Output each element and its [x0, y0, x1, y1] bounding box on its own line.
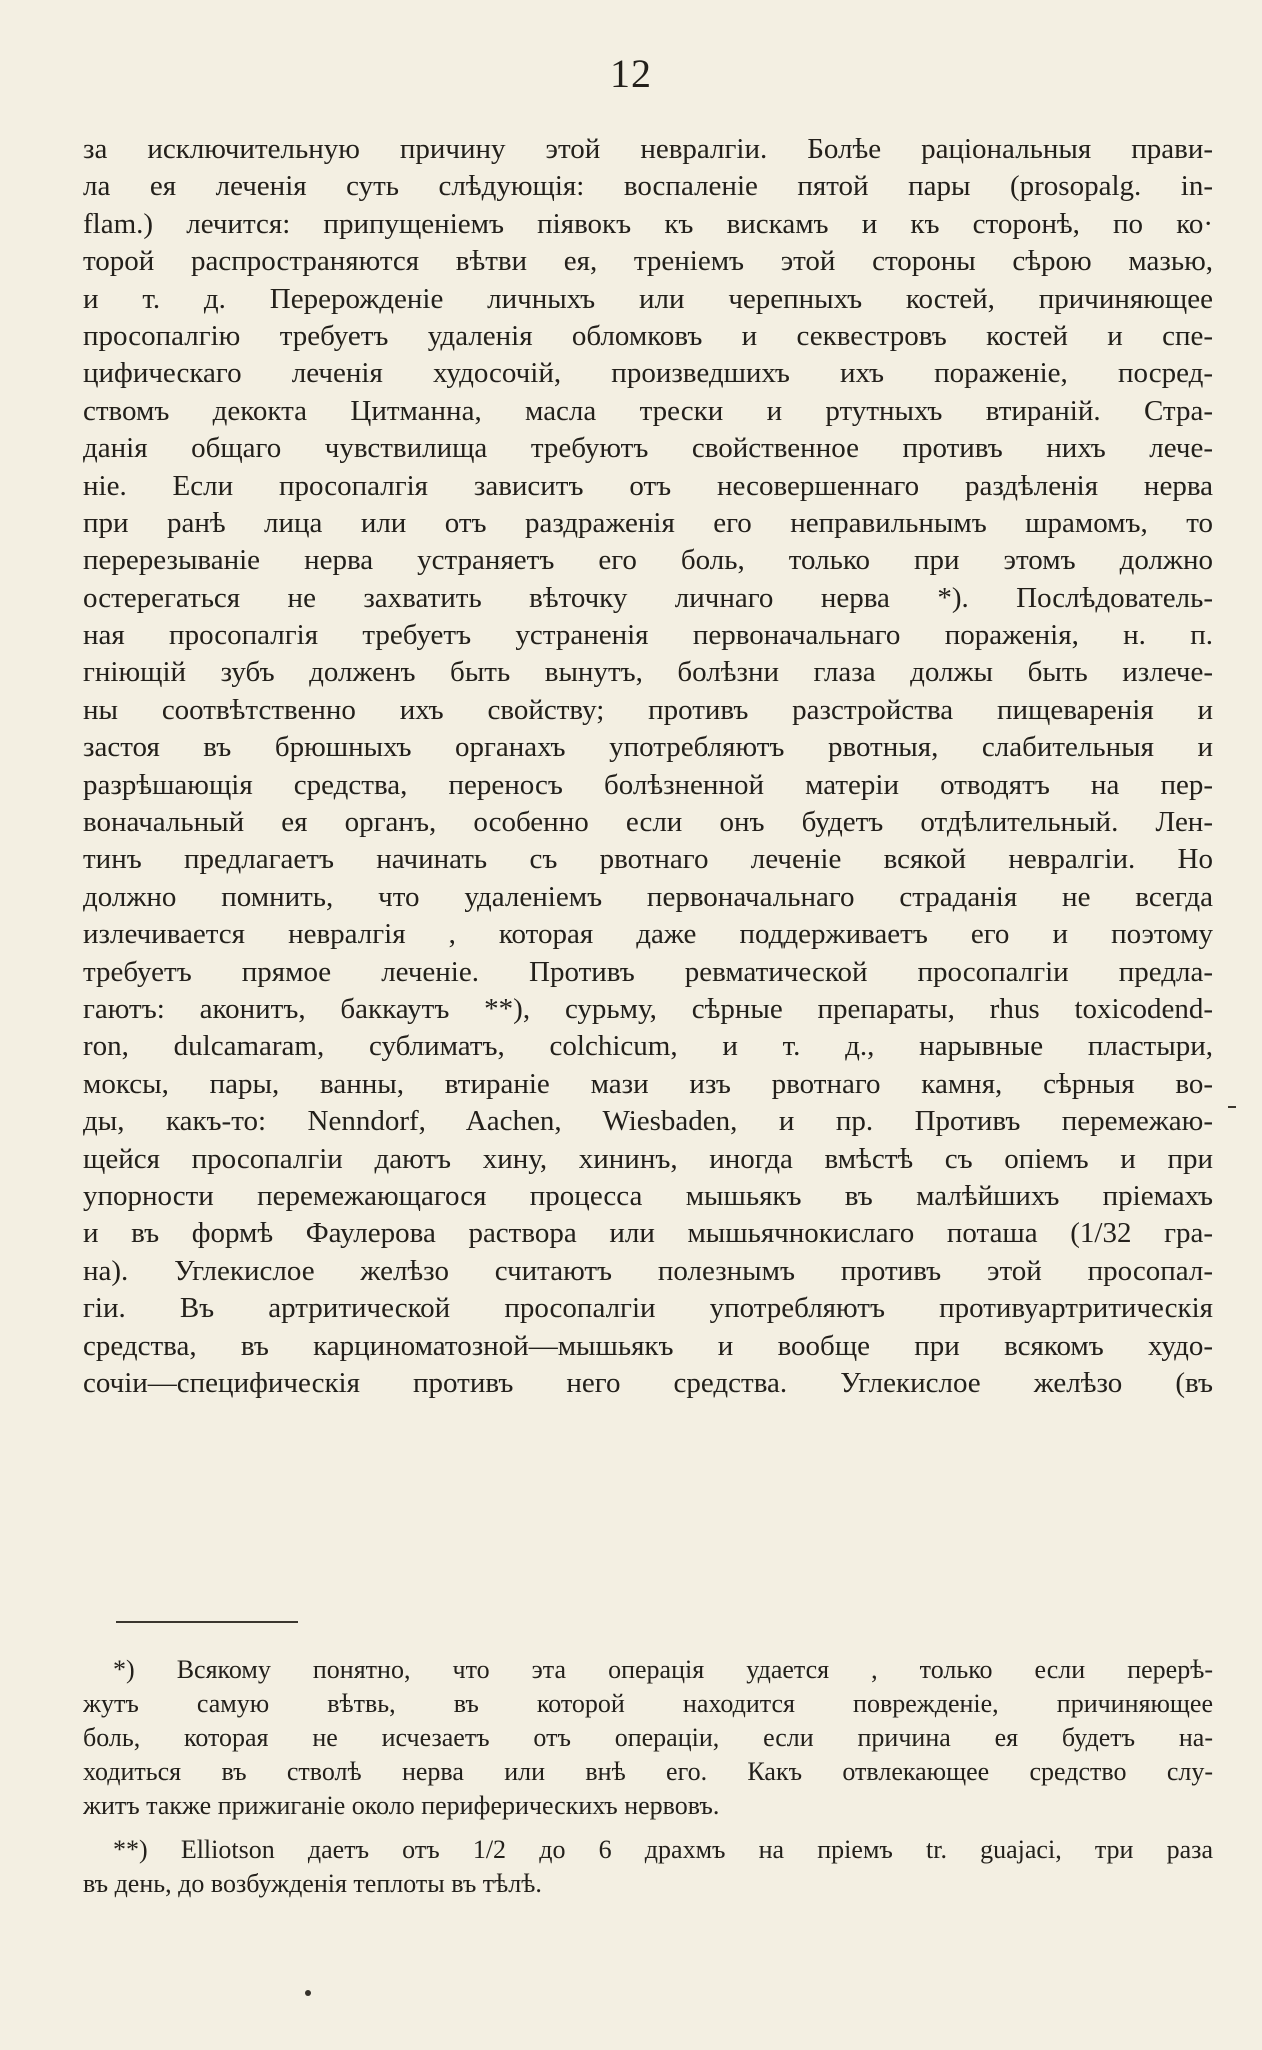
- text-line: при ранѣ лица или отъ раздраженія его неправильнымъ шрамомъ, то: [83, 506, 1213, 539]
- text-line: за исключительную причину этой невралгіи. Болѣе раціональныя прави-: [83, 133, 1213, 165]
- text-line: цифическаго леченія худосочій, произведшихъ ихъ пораженіе, посред-: [83, 357, 1213, 390]
- ink-speck: [305, 1990, 311, 1996]
- text-line: щейся просопалгіи даютъ хину, хининъ, иногда вмѣстѣ съ опіемъ и при: [83, 1142, 1213, 1175]
- footnote-line: жутъ самую вѣтвь, въ которой находится поврежденіе, причиняющее: [83, 1689, 1213, 1718]
- text-line: и въ формѣ Фаулерова раствора или мышьячнокислаго поташа (1/32 гра-: [83, 1217, 1213, 1250]
- text-line: ствомъ декокта Цитманна, масла трески и ртутныхъ втираній. Стра-: [83, 394, 1213, 427]
- footnote-2: [83, 1833, 1213, 1901]
- text-line: моксы, пары, ванны, втираніе мази изъ рвотнаго камня, сѣрныя во-: [83, 1067, 1213, 1100]
- footnote-1: [83, 1653, 1213, 1823]
- text-line: и т. д. Перерожденіе личныхъ или черепныхъ костей, причиняющее: [83, 282, 1213, 315]
- text-line: остерегаться не захватить вѣточку личнаго нерва *). Послѣдователь-: [83, 581, 1213, 614]
- text-line: гніющій зубъ долженъ быть вынутъ, болѣзни глаза должы быть излече-: [83, 656, 1213, 689]
- text-line: flam.) лечится: припущеніемъ піявокъ къ вискамъ и къ сторонѣ, по ко·: [83, 207, 1213, 240]
- text-line: упорности перемежающагося процесса мышьякъ въ малѣйшихъ пріемахъ: [83, 1179, 1213, 1212]
- text-line: тинъ предлагаетъ начинать съ рвотнаго леченіе всякой невралгіи. Но: [83, 843, 1213, 876]
- margin-mark: [1228, 1106, 1236, 1108]
- text-line: данія общаго чувствилища требуютъ свойственное противъ нихъ лече-: [83, 432, 1213, 465]
- text-line: должно помнить, что удаленіемъ первоначальнаго страданія не всегда: [83, 880, 1213, 913]
- footnote-divider: [116, 1621, 298, 1623]
- text-line: гіи. Въ артритической просопалгіи употребляютъ противуартритическія: [83, 1292, 1213, 1325]
- text-line: воначальный ея органъ, особенно если онъ будетъ отдѣлительный. Лен-: [83, 806, 1213, 839]
- text-line: гаютъ: аконитъ, баккаутъ **), сурьму, сѣрные препараты, rhus toxicodend-: [83, 992, 1213, 1025]
- text-line: излечивается невралгія , которая даже поддерживаетъ его и поэтому: [83, 918, 1213, 951]
- footnote-line: боль, которая не исчезаетъ отъ операціи, если причина ея будетъ на-: [83, 1723, 1213, 1752]
- text-line: на). Углекислое желѣзо считаютъ полезнымъ противъ этой просопал-: [83, 1254, 1213, 1287]
- footnote-line: *) Всякому понятно, что эта операція удается , только если перерѣ-: [113, 1655, 1213, 1684]
- text-line: сочіи—специфическія противъ него средства. Углекислое желѣзо (въ: [83, 1366, 1213, 1399]
- text-line: торой распространяются вѣтви ея, треніемъ этой стороны сѣрою мазью,: [83, 245, 1213, 278]
- footnotes: [83, 1653, 1213, 1911]
- text-line: перерезываніе нерва устраняетъ его боль, только при этомъ должно: [83, 544, 1213, 577]
- text-line: застоя въ брюшныхъ органахъ употребляютъ рвотныя, слабительныя и: [83, 731, 1213, 764]
- footnote-line: житъ также прижиганіе около периферическихъ нервовъ.: [83, 1791, 720, 1820]
- text-line: просопалгію требуетъ удаленія обломковъ и секвестровъ костей и спе-: [83, 319, 1213, 352]
- text-line: разрѣшающія средства, переносъ болѣзненной матеріи отводятъ на пер-: [83, 768, 1213, 801]
- text-line: ды, какъ-то: Nenndorf, Aachen, Wiesbaden, и пр. Противъ перемежаю-: [83, 1105, 1213, 1138]
- text-line: ron, dulcamaram, сублиматъ, colchicum, и т. д., нарывные пластыри,: [83, 1030, 1213, 1063]
- text-line: требуетъ прямое леченіе. Противъ ревматической просопалгіи предла-: [83, 955, 1213, 988]
- footnote-line: ходиться въ стволѣ нерва или внѣ его. Какъ отвлекающее средство слу-: [83, 1757, 1213, 1786]
- text-line: ла ея леченія суть слѣдующія: воспаленіе пятой пары (prosopalg. in-: [83, 170, 1213, 203]
- text-line: ніе. Если просопалгія зависитъ отъ несовершеннаго раздѣленія нерва: [83, 469, 1213, 502]
- text-line: средства, въ карциноматозной—мышьякъ и вообще при всякомъ худо-: [83, 1329, 1213, 1362]
- text-line: ная просопалгія требуетъ устраненія первоначальнаго пораженія, н. п.: [83, 619, 1213, 652]
- page-number: 12: [610, 51, 652, 96]
- footnote-line: **) Elliotson даетъ отъ 1/2 до 6 драхмъ на пріемъ tr. guajaci, три раза: [113, 1835, 1213, 1864]
- footnote-line: въ день, до возбужденія теплоты въ тѣлѣ.: [83, 1869, 542, 1898]
- text-line: ны соотвѣтственно ихъ свойству; противъ разстройства пищеваренія и: [83, 693, 1213, 726]
- main-text: [83, 131, 1213, 1402]
